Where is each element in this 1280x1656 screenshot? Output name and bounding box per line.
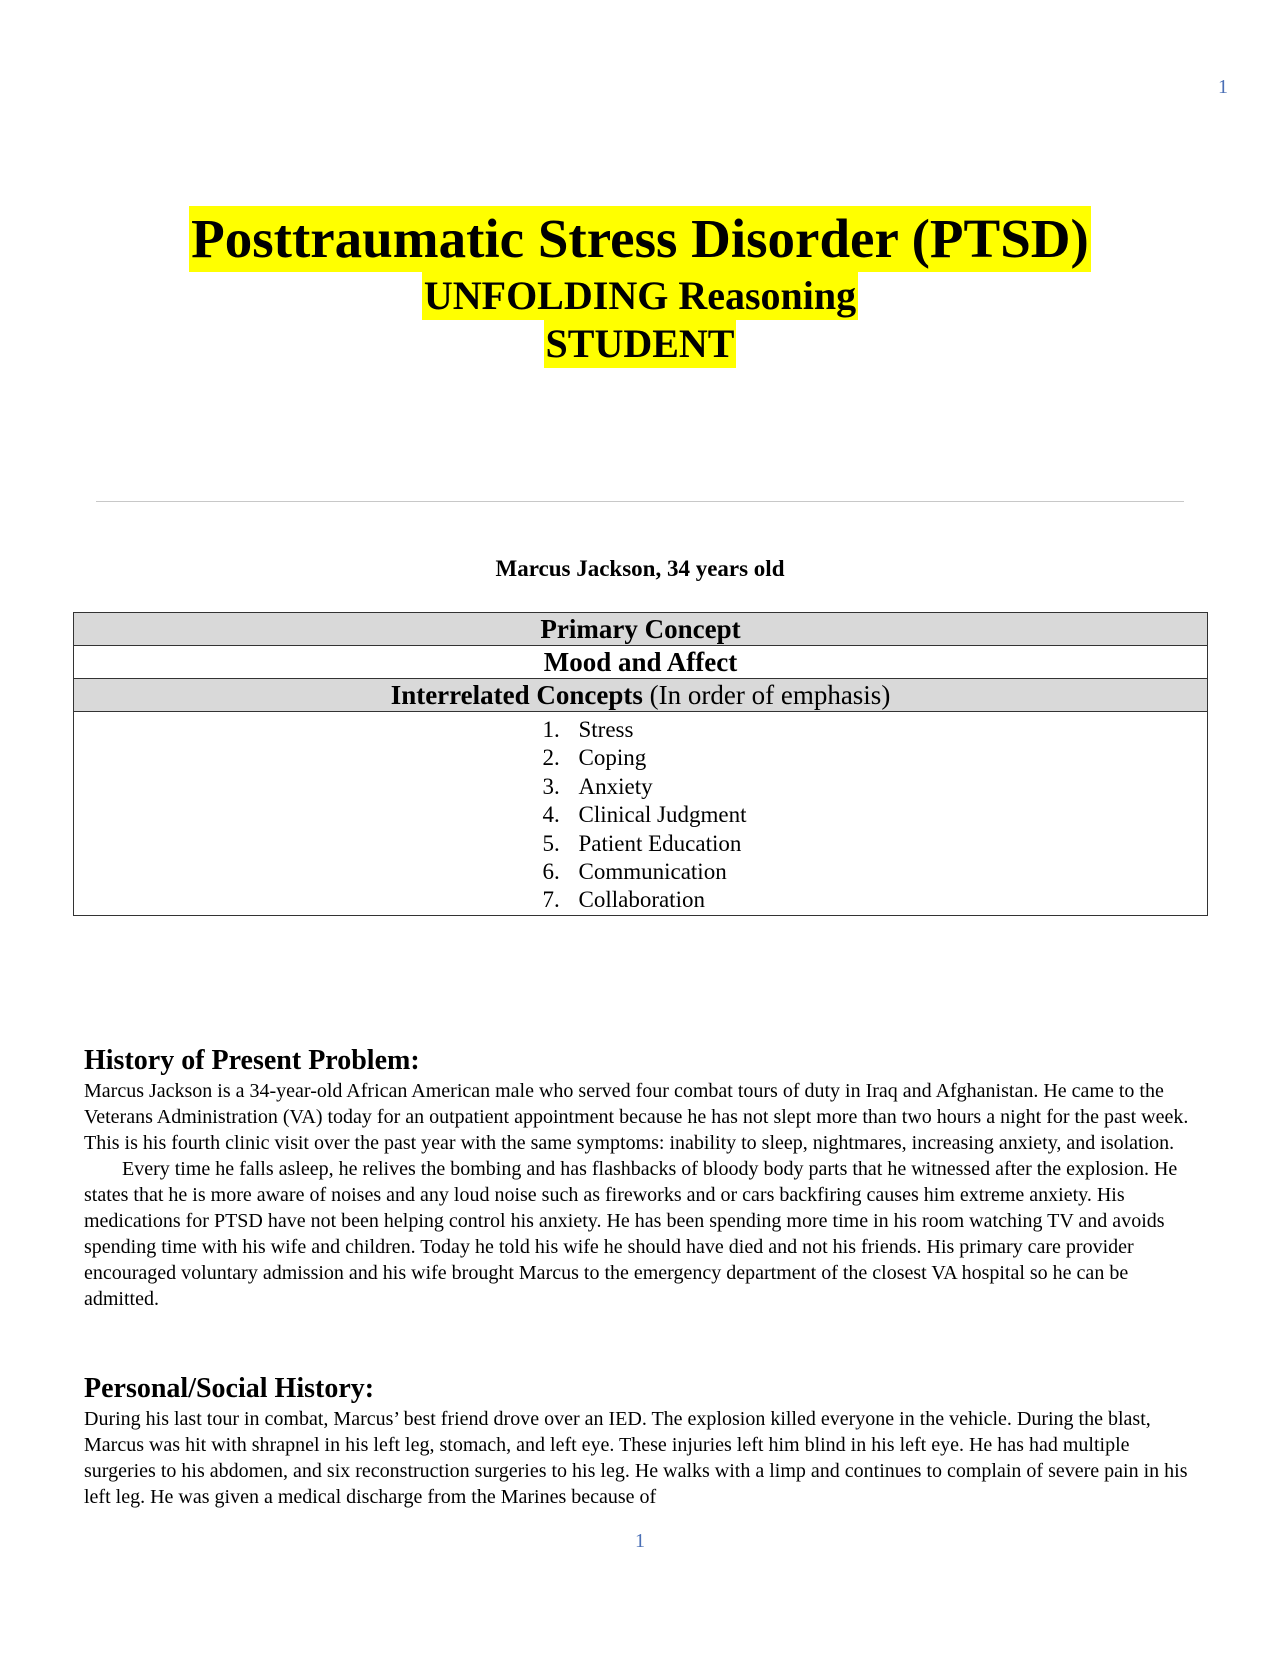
- document-title: Posttraumatic Stress Disorder (PTSD): [189, 206, 1091, 272]
- history-section: [84, 1044, 1196, 1312]
- social-history-heading: Personal/Social History:: [84, 1373, 375, 1404]
- document-subtitle: UNFOLDING Reasoning: [423, 273, 857, 318]
- concepts-table: [73, 612, 1208, 916]
- list-item: 2. Coping: [542, 745, 647, 771]
- interrelated-concepts-list-cell: [74, 712, 1208, 916]
- list-item: 4. Clinical Judgment: [542, 802, 747, 828]
- interrelated-concepts-header: Interrelated Concepts (In order of emphasis): [74, 679, 1208, 712]
- primary-concept-header-row: [74, 613, 1208, 646]
- interrelated-concepts-list: [542, 716, 746, 915]
- patient-name-age: Marcus Jackson, 34 years old: [495, 556, 785, 581]
- list-item: 6. Communication: [542, 859, 727, 885]
- list-item: 5. Patient Education: [542, 830, 742, 856]
- interrelated-header-row: [74, 679, 1208, 712]
- title-block: [0, 206, 1280, 368]
- list-item: 7. Collaboration: [542, 887, 705, 913]
- history-paragraph-2: Every time he falls asleep, he relives the bombing and has flashbacks of bloody body parts that he witnessed after the explosion. He states that he is more aware of noises and any loud noise such as fireworks and or cars backfiring causes him extreme anxiety. His medications for PTSD have not been helping control his anxiety. He has been spending more time in his room watching TV and avoids spending time with his wife and children. Today he told his wife he should have died and not his friends. His primary care provider encouraged voluntary admission and his wife brought Marcus to the emergency department of the closest VA hospital so he can be admitted.: [84, 1158, 1178, 1310]
- page-number-bottom: 1: [635, 1530, 645, 1552]
- history-paragraph-1: Marcus Jackson is a 34-year-old African American male who served four combat tours of duty in Iraq and Afghanistan. He came to the Veterans Administration (VA) today for an outpatient appointment because he has not slept more than two hours a night for the past week. This is his fourth clinic visit over the past year with the same symptoms: inability to sleep, nightmares, increasing anxiety, and isolation.: [84, 1080, 1189, 1154]
- page-number-top: 1: [1218, 76, 1228, 98]
- horizontal-divider: [96, 501, 1184, 502]
- social-history-section: [84, 1372, 1196, 1510]
- social-history-paragraph: During his last tour in combat, Marcus’ best friend drove over an IED. The explosion killed everyone in the vehicle. During the blast, Marcus was hit with shrapnel in his left leg, stomach, and left eye. These injuries left him blind in his left eye. He has had multiple surgeries to his abdomen, and six reconstruction surgeries to his leg. He walks with a limp and continues to complain of severe pain in his left leg. He was given a medical discharge from the Marines because of: [84, 1408, 1188, 1508]
- primary-concept-value-row: [74, 646, 1208, 679]
- list-item: 1. Stress: [542, 717, 634, 742]
- list-item: 3. Anxiety: [542, 773, 653, 799]
- document-audience: STUDENT: [545, 321, 735, 366]
- primary-concept-value: Mood and Affect: [74, 646, 1208, 679]
- history-heading: History of Present Problem:: [84, 1045, 420, 1076]
- primary-concept-header: Primary Concept: [74, 613, 1208, 646]
- interrelated-list-row: [74, 712, 1208, 916]
